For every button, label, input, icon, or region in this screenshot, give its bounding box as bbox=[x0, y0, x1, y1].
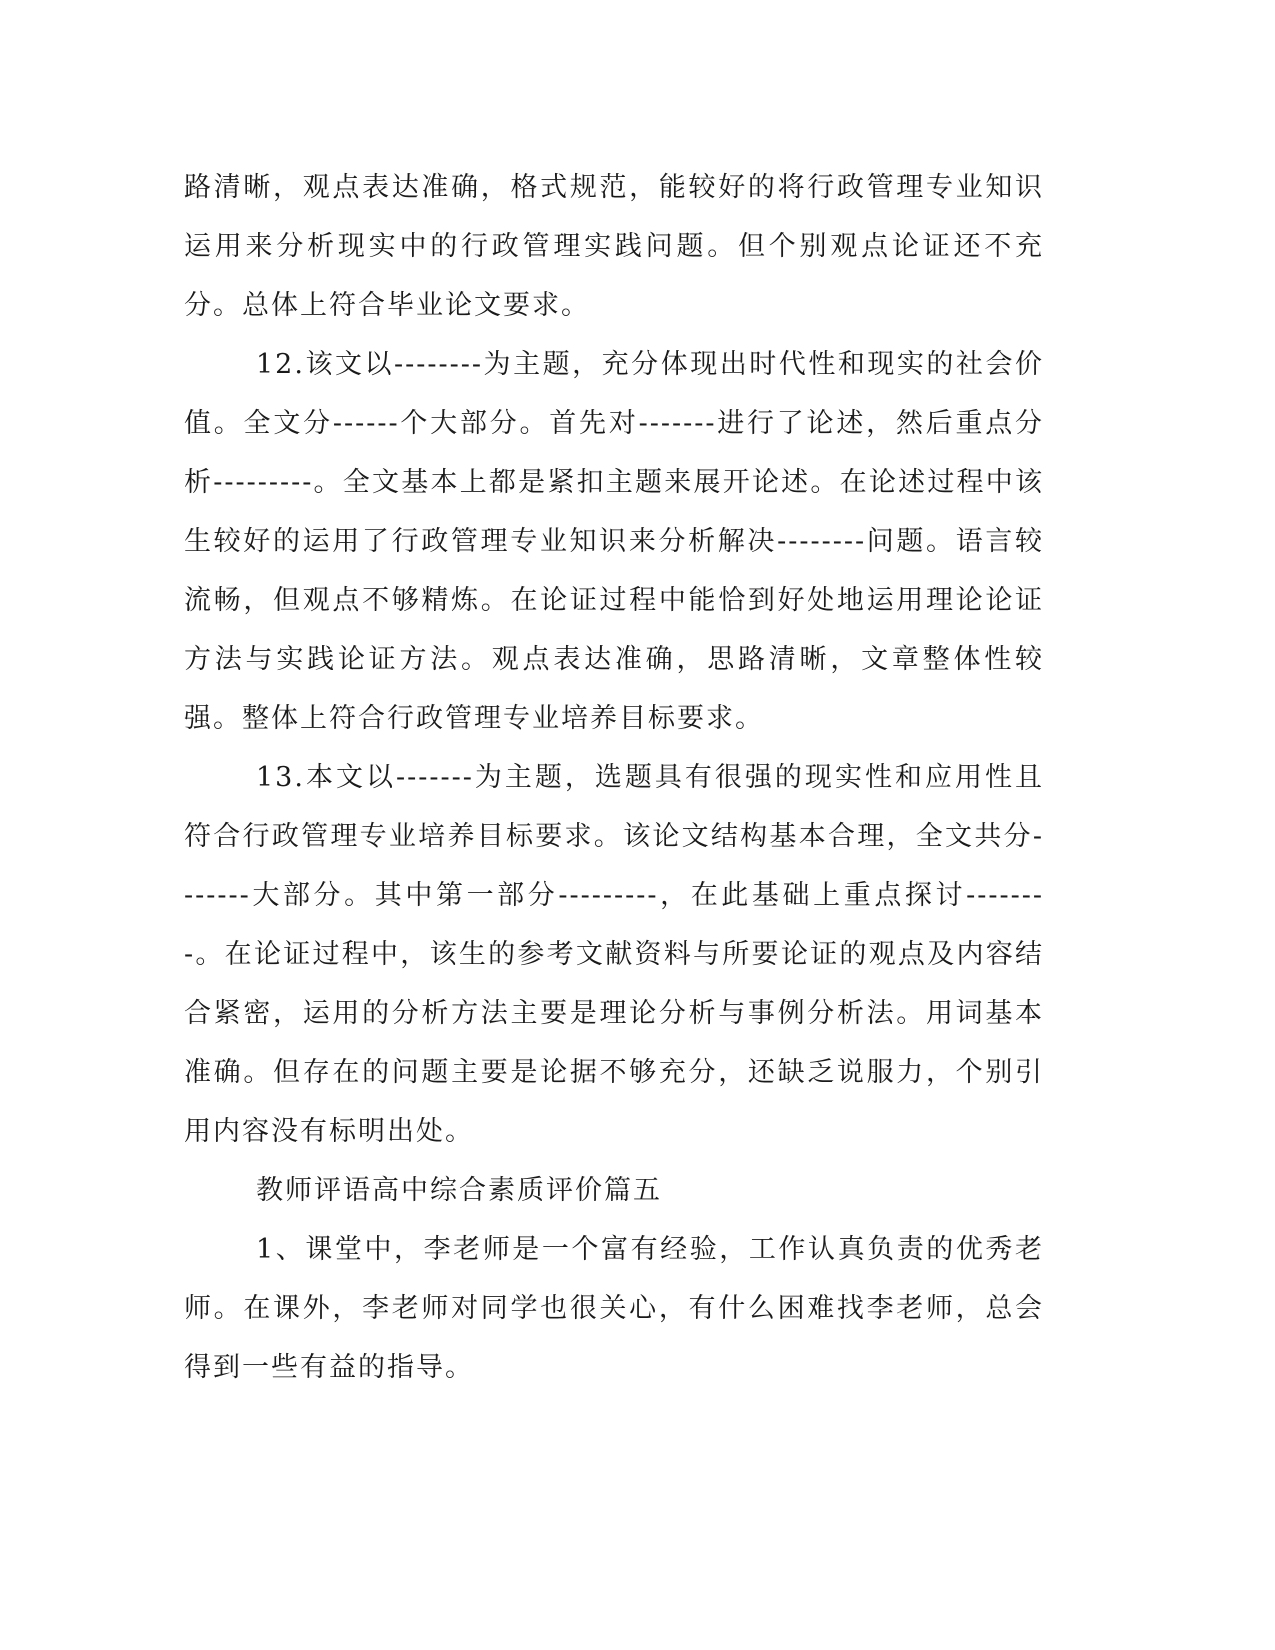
paragraph-2: 12.该文以--------为主题，充分体现出时代性和现实的社会价值。全文分------个大部分。首先对-------进行了论述，然后重点分析---------。全文基本上都是紧扣主题来展开论述。在论述过程中该生较好的运用了行政管理专业知识来分析解决--------问题。语言较流畅，但观点不够精炼。在论证过程中能恰到好处地运用理论论证方法与实践论证方法。观点表达准确，思路清晰，文章整体性较强。整体上符合行政管理专业培养目标要求。 bbox=[184, 349, 1044, 734]
paragraph-3: 13.本文以-------为主题，选题具有很强的现实性和应用性且符合行政管理专业培养目标要求。该论文结构基本合理，全文共分-------大部分。其中第一部分---------，在此基础上重点探讨--------。在论证过程中，该生的参考文献资料与所要论证的观点及内容结合紧密，运用的分析方法主要是理论分析与事例分析法。用词基本准确。但存在的问题主要是论据不够充分，还缺乏说服力，个别引用内容没有标明出处。 bbox=[184, 762, 1044, 1147]
section-heading: 教师评语高中综合素质评价篇五 bbox=[256, 1175, 662, 1206]
paragraph-1: 路清晰，观点表达准确，格式规范，能较好的将行政管理专业知识运用来分析现实中的行政管理实践问题。但个别观点论证还不充分。总体上符合毕业论文要求。 bbox=[184, 172, 1044, 321]
paragraph-4: 1、课堂中，李老师是一个富有经验，工作认真负责的优秀老师。在课外，李老师对同学也很关心，有什么困难找李老师，总会得到一些有益的指导。 bbox=[184, 1234, 1044, 1383]
document-body bbox=[184, 158, 1044, 1397]
